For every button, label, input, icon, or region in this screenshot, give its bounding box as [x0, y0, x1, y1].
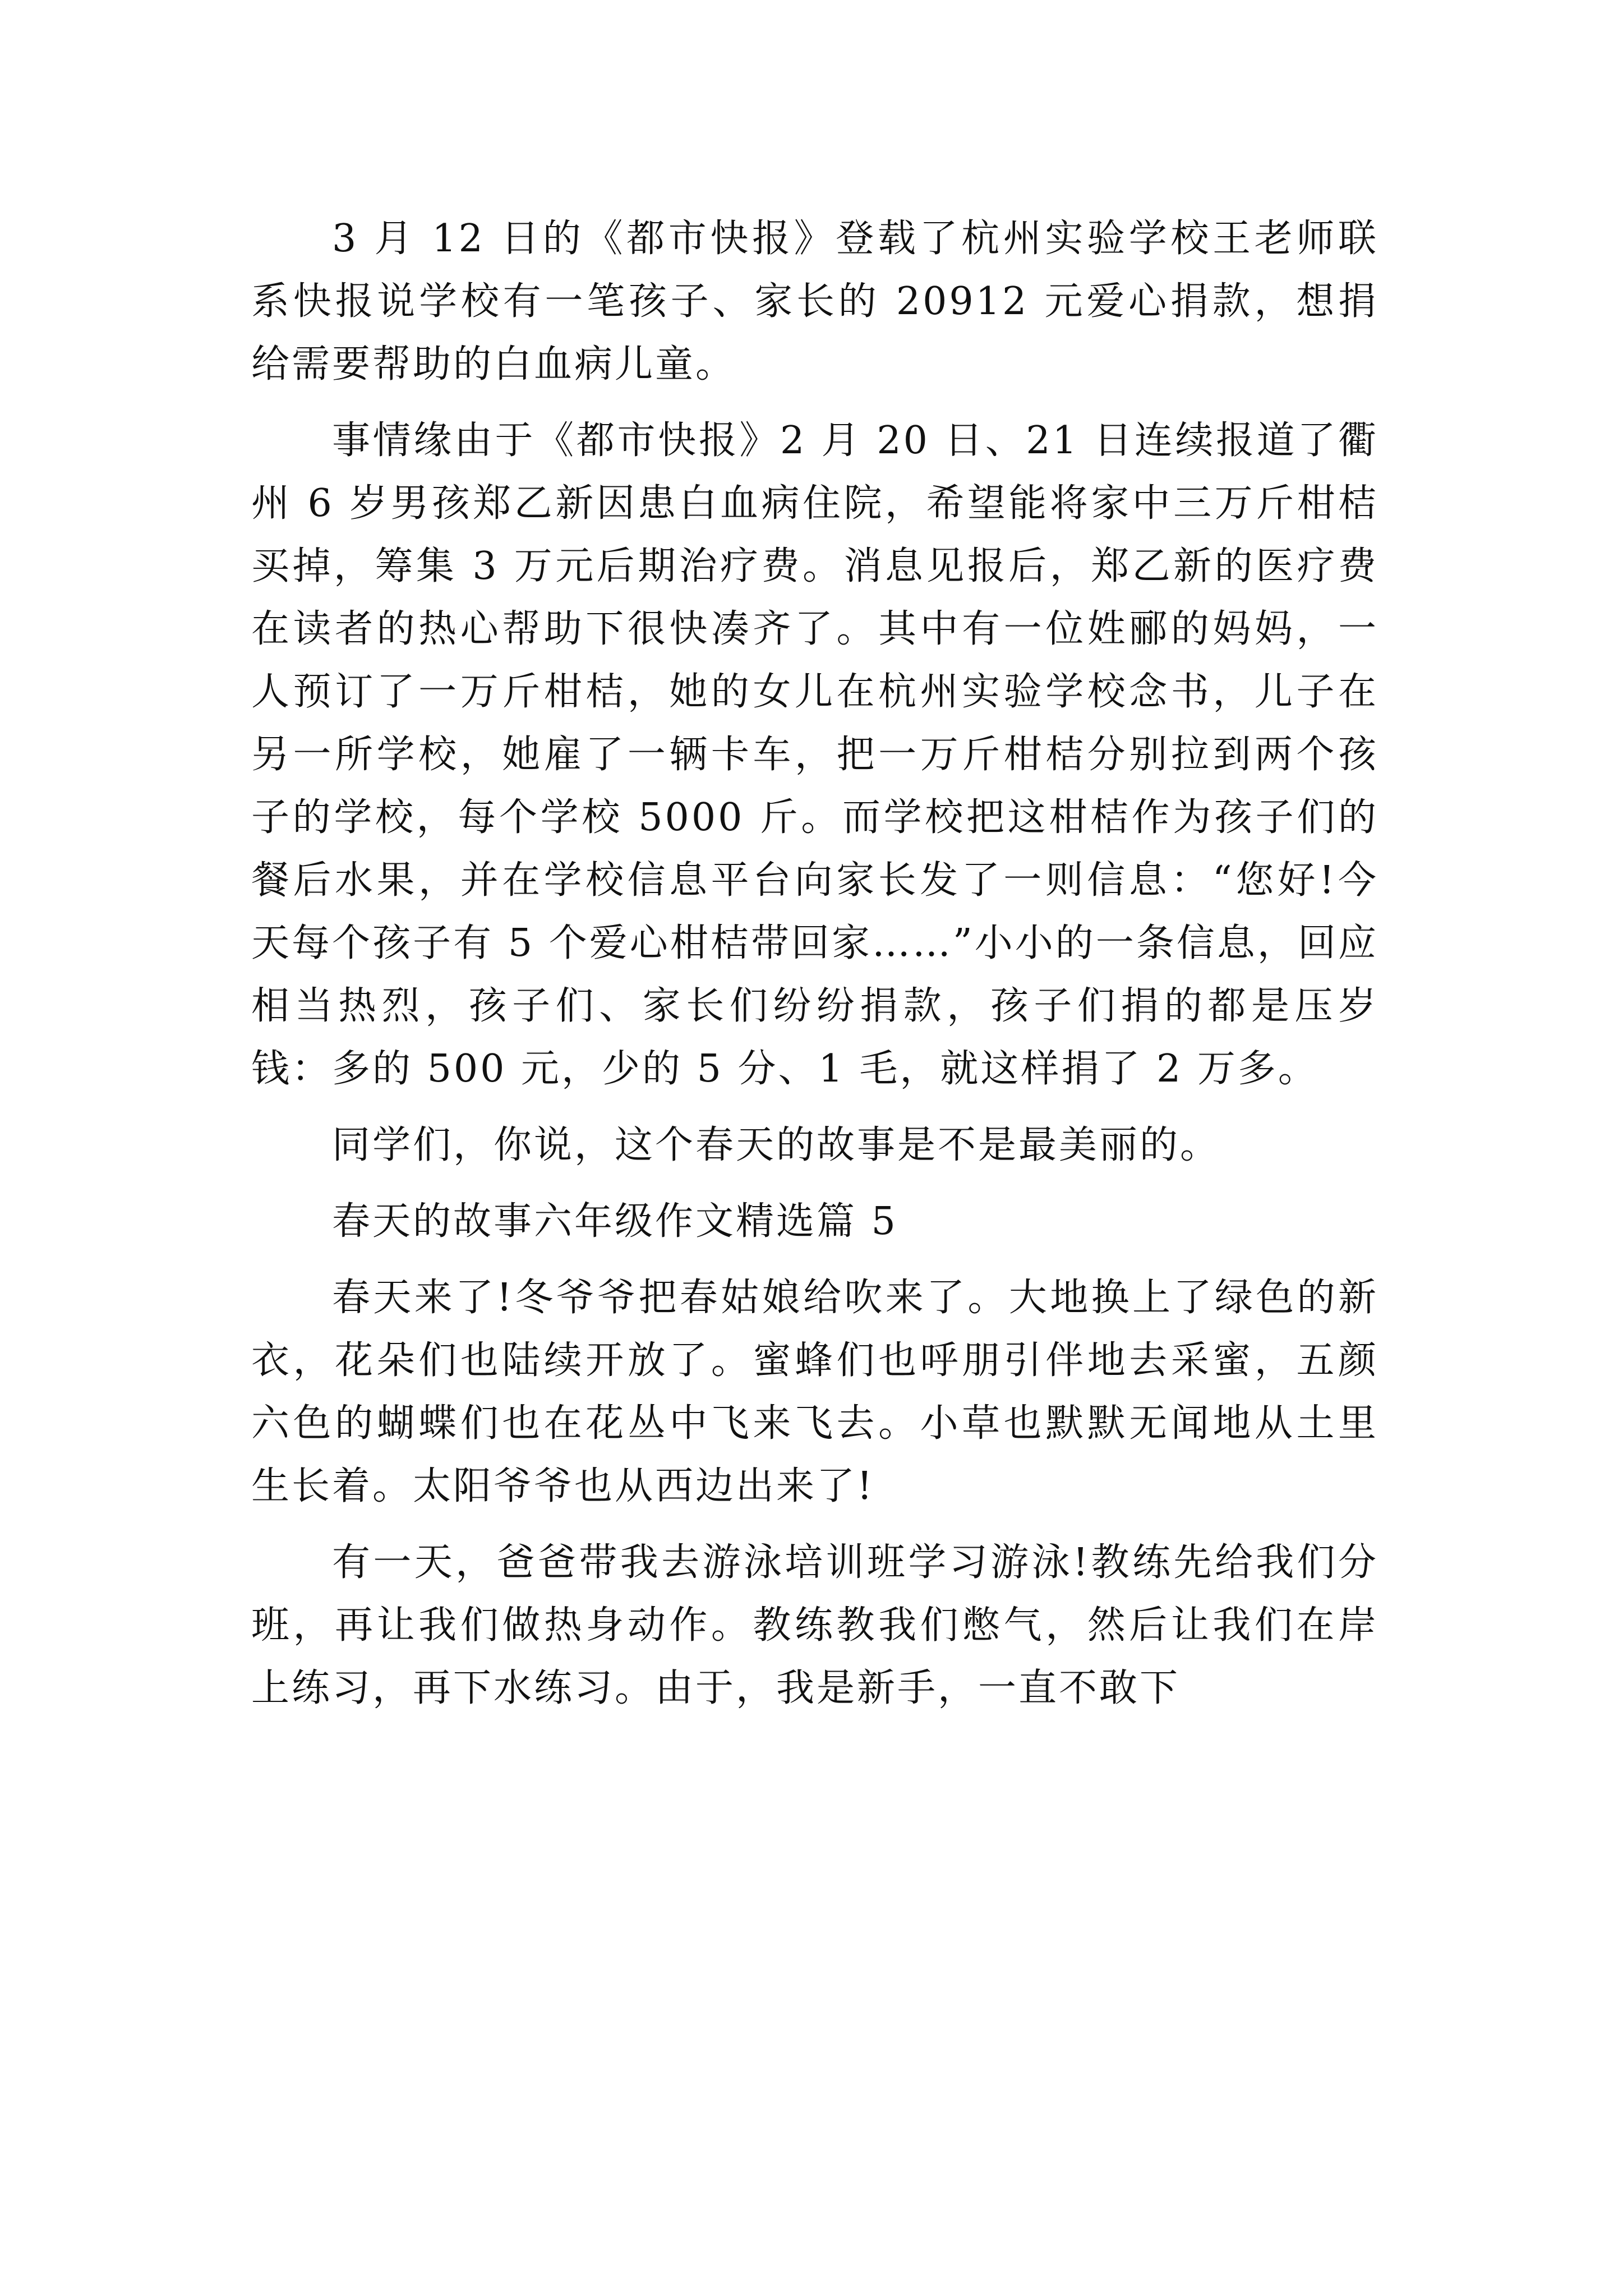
paragraph-donation-news: 3 月 12 日的《都市快报》登载了杭州实验学校王老师联系快报说学校有一笔孩子、家长的 20912 元爱心捐款，想捐给需要帮助的白血病儿童。: [251, 217, 1378, 386]
document-body: [251, 208, 1378, 1733]
paragraph-spring-arrives: 春天来了!冬爷爷把春姑娘给吹来了。大地换上了绿色的新衣，花朵们也陆续开放了。蜜蜂们也呼朋引伴地去采蜜，五颜六色的蝴蝶们也在花丛中飞来飞去。小草也默默无闻地从土里生长着。太阳爷爷也从西边出来了!: [251, 1276, 1378, 1508]
paragraph-swimming-class: 有一天，爸爸带我去游泳培训班学习游泳!教练先给我们分班，再让我们做热身动作。教练教我们憋气，然后让我们在岸上练习，再下水练习。由于，我是新手，一直不敢下: [251, 1540, 1378, 1710]
paragraph-story-background: 事情缘由于《都市快报》2 月 20 日、21 日连续报道了衢州 6 岁男孩郑乙新因患白血病住院，希望能将家中三万斤柑桔买掉，筹集 3 万元后期治疗费。消息见报后，郑乙新的医疗费在读者的热心帮助下很快凑齐了。其中有一位姓郦的妈妈，一人预订了一万斤柑桔，她的女儿在杭州实验学校念书，儿子在另一所学校，她雇了一辆卡车，把一万斤柑桔分别拉到两个孩子的学校，每个学校 5000 斤。而学校把这柑桔作为孩子们的餐后水果，并在学校信息平台向家长发了一则信息：“您好!今天每个孩子有 5 个爱心柑桔带回家……”小小的一条信息，回应相当热烈，孩子们、家长们纷纷捐款，孩子们捐的都是压岁钱：多的 500 元，少的 5 分、1 毛，就这样捐了 2 万多。: [251, 418, 1378, 1091]
paragraph-closing-question: 同学们，你说，这个春天的故事是不是最美丽的。: [332, 1123, 1221, 1167]
section-heading: 春天的故事六年级作文精选篇 5: [332, 1199, 898, 1244]
